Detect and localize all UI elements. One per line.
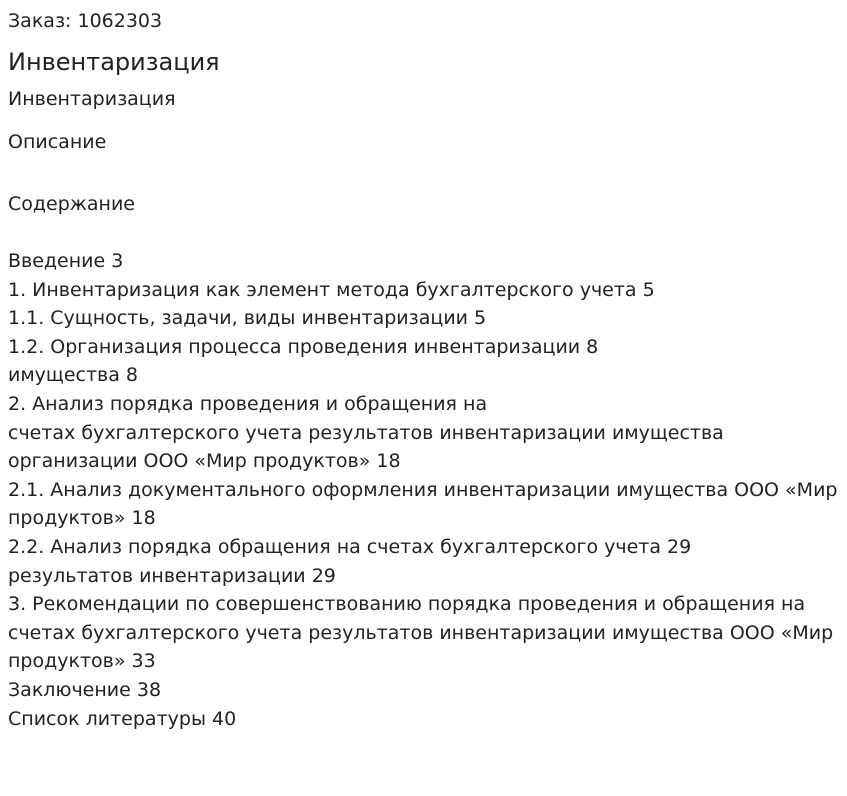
description-label: Описание: [8, 131, 107, 153]
toc-line: продуктов» 33: [8, 650, 156, 673]
toc-line: 2.1. Анализ документального оформления инвентаризации имущества ООО «Мир: [8, 478, 838, 501]
toc-line: имущества 8: [8, 364, 138, 387]
toc-line: 3. Рекомендации по совершенствованию порядка проведения и обращения на: [8, 593, 806, 616]
toc-line: 2. Анализ порядка проведения и обращения на: [8, 392, 488, 415]
contents-heading: Содержание: [8, 193, 135, 215]
toc-line: 1.1. Сущность, задачи, виды инвентаризации 5: [8, 307, 487, 330]
page-title: Инвентаризация: [8, 48, 220, 76]
toc-line: 1. Инвентаризация как элемент метода бухгалтерского учета 5: [8, 278, 655, 301]
toc-line: Введение 3: [8, 250, 124, 272]
toc-line: Заключение 38: [8, 678, 162, 701]
toc-line: 1.2. Организация процесса проведения инвентаризации 8: [8, 335, 599, 358]
toc-line: 2.2. Анализ порядка обращения на счетах бухгалтерского учета 29: [8, 535, 692, 558]
toc-line: организации ООО «Мир продуктов» 18: [8, 450, 401, 473]
toc-line: продуктов» 18: [8, 507, 156, 530]
toc-line: результатов инвентаризации 29: [8, 564, 336, 587]
toc-line: счетах бухгалтерского учета результатов инвентаризации имущества ООО «Мир: [8, 621, 834, 644]
toc-line: Список литературы 40: [8, 707, 237, 730]
page-subtitle: Инвентаризация: [8, 88, 176, 110]
table-of-contents: [8, 247, 839, 733]
order-number: Заказ: 1062303: [8, 10, 163, 32]
toc-line: счетах бухгалтерского учета результатов инвентаризации имущества: [8, 421, 724, 444]
